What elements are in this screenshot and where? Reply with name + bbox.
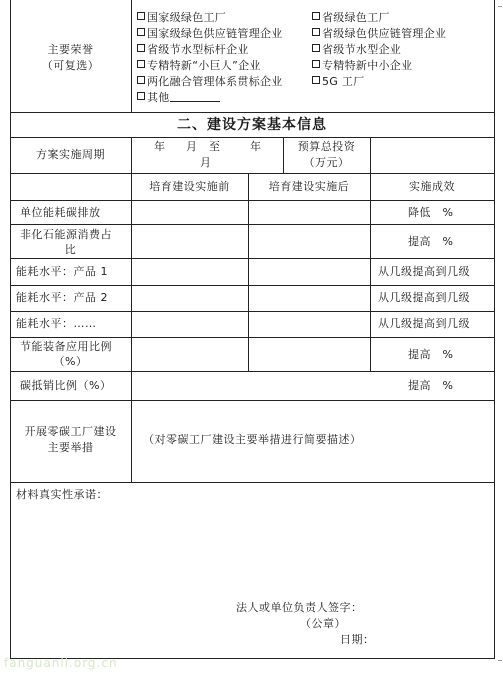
period-label: 方案实施周期 bbox=[36, 148, 105, 161]
checkbox-icon[interactable] bbox=[137, 92, 145, 100]
row-effect: 从几级提高到几级 bbox=[378, 291, 470, 304]
checkbox-icon[interactable] bbox=[312, 12, 320, 20]
period-month-start: 月 bbox=[186, 140, 198, 153]
checkbox-icon[interactable] bbox=[312, 28, 320, 36]
row-effect: 从几级提高到几级 bbox=[378, 317, 470, 330]
row-effect: 从几级提高到几级 bbox=[378, 265, 470, 278]
honor-option[interactable]: 两化融合管理体系贯标企业 bbox=[137, 74, 283, 90]
row-label-cont: （%） bbox=[53, 355, 88, 368]
honors-label: 主要荣誉 bbox=[47, 43, 94, 56]
rule bbox=[10, 371, 494, 372]
period-year-end: 年 bbox=[250, 140, 262, 153]
honor-option-other[interactable]: 其他 bbox=[137, 90, 220, 106]
rule bbox=[10, 173, 494, 174]
row-effect: 降低 % bbox=[408, 206, 454, 219]
checkbox-icon[interactable] bbox=[312, 60, 320, 68]
col-divider bbox=[248, 173, 249, 371]
measures-label: 开展零碳工厂建设 bbox=[24, 425, 117, 438]
honor-option[interactable]: 国家级绿色工厂 bbox=[137, 10, 226, 26]
signer-label: 法人或单位负责人签字： bbox=[236, 601, 363, 614]
honors-sublabel: （可复选） bbox=[41, 59, 100, 72]
honor-option[interactable]: 专精特新“小巨人”企业 bbox=[137, 58, 261, 74]
row-effect: 提高 % bbox=[408, 235, 454, 248]
col-header-effect: 实施成效 bbox=[409, 180, 455, 193]
row-effect: 提高 % bbox=[408, 379, 454, 392]
col-divider bbox=[370, 137, 371, 371]
honor-option[interactable]: 省级节水型企业 bbox=[312, 42, 401, 58]
honor-option[interactable]: 省级节水型标杆企业 bbox=[137, 42, 249, 58]
row-label: 能耗水平：…… bbox=[16, 317, 97, 330]
honor-option[interactable]: 专精特新中小企业 bbox=[312, 58, 412, 74]
checkbox-icon[interactable] bbox=[137, 12, 145, 20]
edge-tick bbox=[498, 6, 502, 7]
row-label: 能耗水平：产品 2 bbox=[16, 291, 108, 304]
measures-label-cont: 主要举措 bbox=[47, 441, 94, 454]
checkbox-icon[interactable] bbox=[137, 60, 145, 68]
rule bbox=[10, 112, 494, 113]
measures-hint[interactable]: （对零碳工厂建设主要举措进行简要描述） bbox=[143, 433, 362, 446]
checkbox-icon[interactable] bbox=[137, 28, 145, 36]
row-label-cont: 比 bbox=[64, 243, 77, 256]
edge-tick bbox=[498, 660, 502, 661]
budget-unit: （万元） bbox=[303, 156, 350, 169]
row-label: 碳抵销比例（%） bbox=[20, 379, 112, 392]
honor-option[interactable]: 5G 工厂 bbox=[312, 74, 365, 90]
row-label: 节能装备应用比例 bbox=[20, 340, 112, 353]
row-label: 能耗水平：产品 1 bbox=[16, 265, 108, 278]
rule bbox=[10, 285, 494, 286]
col-header-after: 培育建设实施后 bbox=[268, 180, 350, 193]
col-divider bbox=[131, 0, 132, 112]
honor-option[interactable]: 国家级绿色供应链管理企业 bbox=[137, 26, 283, 42]
rule bbox=[10, 311, 494, 312]
period-year-start: 年 bbox=[154, 140, 166, 153]
commitment-label: 材料真实性承诺： bbox=[16, 488, 108, 501]
checkbox-icon[interactable] bbox=[312, 76, 320, 84]
row-label: 非化石能源消费占 bbox=[20, 228, 112, 241]
section-title: 二、建设方案基本信息 bbox=[177, 117, 327, 133]
budget-label: 预算总投资 bbox=[297, 140, 356, 153]
col-header-before: 培育建设实施前 bbox=[149, 180, 230, 193]
honor-option[interactable]: 省级绿色工厂 bbox=[312, 10, 390, 26]
row-effect: 提高 % bbox=[408, 348, 454, 361]
honor-option[interactable]: 省级绿色供应链管理企业 bbox=[312, 26, 446, 42]
rule bbox=[10, 337, 494, 338]
checkbox-icon[interactable] bbox=[137, 44, 145, 52]
period-month-end: 月 bbox=[200, 156, 212, 169]
rule bbox=[10, 224, 494, 225]
rule bbox=[10, 200, 494, 201]
rule bbox=[10, 400, 494, 401]
other-input-line[interactable] bbox=[170, 91, 220, 102]
rule bbox=[10, 258, 494, 259]
rule bbox=[10, 482, 494, 483]
rule bbox=[10, 137, 494, 138]
seal-label: （公章） bbox=[300, 617, 346, 630]
watermark-text: fanguanli.org.cn bbox=[4, 656, 118, 670]
period-to: 至 bbox=[209, 140, 221, 153]
date-label: 日期： bbox=[340, 633, 375, 646]
row-label: 单位能耗碳排放 bbox=[20, 206, 101, 219]
checkbox-icon[interactable] bbox=[137, 76, 145, 84]
checkbox-icon[interactable] bbox=[312, 44, 320, 52]
